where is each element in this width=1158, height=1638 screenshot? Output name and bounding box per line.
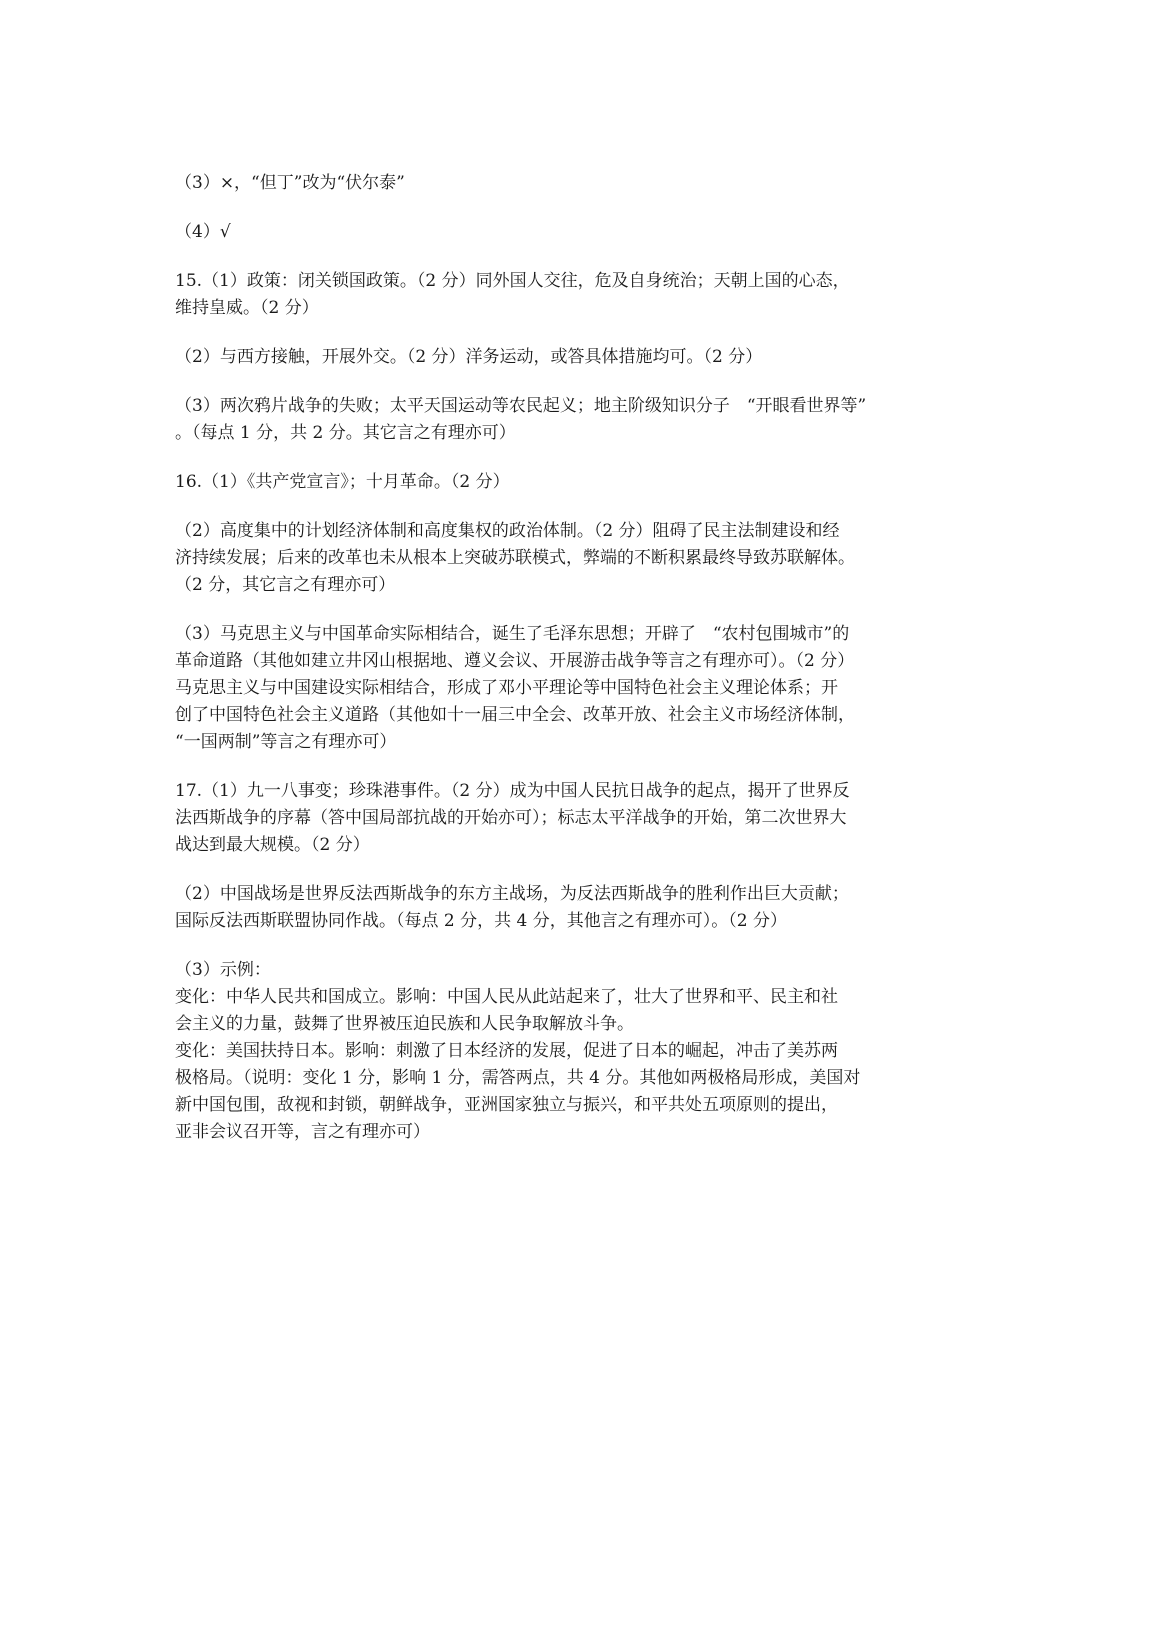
text-line: （3）马克思主义与中国革命实际相结合，诞生了毛泽东思想；开辟了 “农村包围城市”的 <box>175 624 850 644</box>
text-line: 会主义的力量，鼓舞了世界被压迫民族和人民争取解放斗争。 <box>175 1014 634 1034</box>
text-line: 国际反法西斯联盟协同作战。（每点 2 分，共 4 分，其他言之有理亦可）。（2 分） <box>175 911 787 931</box>
text-line: 战达到最大规模。（2 分） <box>175 835 370 855</box>
text-line: （4）√ <box>175 222 231 242</box>
text-line: 17.（1）九一八事变；珍珠港事件。（2 分）成为中国人民抗日战争的起点，揭开了世界反 <box>175 781 850 801</box>
text-line: （3）×，“但丁”改为“伏尔泰” <box>175 173 405 193</box>
answer-14-4 <box>175 219 1005 246</box>
answer-16-2 <box>175 518 1005 599</box>
text-line: 变化：美国扶持日本。影响：刺激了日本经济的发展，促进了日本的崛起，冲击了美苏两 <box>175 1041 838 1061</box>
text-line: 极格局。（说明：变化 1 分，影响 1 分，需答两点，共 4 分。其他如两极格局形成，美国对 <box>175 1068 861 1088</box>
text-line: 16.（1）《共产党宣言》；十月革命。（2 分） <box>175 472 510 492</box>
text-line: 法西斯战争的序幕（答中国局部抗战的开始亦可）；标志太平洋战争的开始，第二次世界大 <box>175 808 847 828</box>
answer-15-1 <box>175 268 1005 322</box>
text-line: 创了中国特色社会主义道路（其他如十一届三中全会、改革开放、社会主义市场经济体制， <box>175 705 855 725</box>
answer-content <box>175 170 1005 1168</box>
answer-15-3 <box>175 393 1005 447</box>
text-line: 变化：中华人民共和国成立。影响：中国人民从此站起来了，壮大了世界和平、民主和社 <box>175 987 838 1007</box>
text-line: “一国两制”等言之有理亦可） <box>175 732 397 752</box>
answer-15-2 <box>175 344 1005 371</box>
text-line: 亚非会议召开等，言之有理亦可） <box>175 1122 430 1142</box>
text-line: （2）中国战场是世界反法西斯战争的东方主战场，为反法西斯战争的胜利作出巨大贡献； <box>175 884 849 904</box>
text-line: （2）高度集中的计划经济体制和高度集权的政治体制。（2 分）阻碍了民主法制建设和经 <box>175 521 840 541</box>
text-line: （2）与西方接触，开展外交。（2 分）洋务运动，或答具体措施均可。（2 分） <box>175 347 763 367</box>
text-line: 马克思主义与中国建设实际相结合，形成了邓小平理论等中国特色社会主义理论体系；开 <box>175 678 838 698</box>
answer-17-2 <box>175 881 1005 935</box>
answer-16-1 <box>175 469 1005 496</box>
text-line: （2 分，其它言之有理亦可） <box>175 575 396 595</box>
text-line: （3）示例： <box>175 960 271 980</box>
text-line: 革命道路（其他如建立井冈山根据地、遵义会议、开展游击战争等言之有理亦可）。（2 分） <box>175 651 855 671</box>
answer-14-3 <box>175 170 1005 197</box>
text-line: 15.（1）政策：闭关锁国政策。（2 分）同外国人交往，危及自身统治；天朝上国的心态， <box>175 271 850 291</box>
answer-16-3 <box>175 621 1005 756</box>
text-line: 。（每点 1 分，共 2 分。其它言之有理亦可） <box>175 423 516 443</box>
text-line: （3）两次鸦片战争的失败；太平天国运动等农民起义；地主阶级知识分子 “开眼看世界等” <box>175 396 867 416</box>
answer-17-1 <box>175 778 1005 859</box>
text-line: 维持皇威。（2 分） <box>175 298 319 318</box>
text-line: 新中国包围，敌视和封锁，朝鲜战争，亚洲国家独立与振兴，和平共处五项原则的提出， <box>175 1095 838 1115</box>
text-line: 济持续发展；后来的改革也未从根本上突破苏联模式，弊端的不断积累最终导致苏联解体。 <box>175 548 855 568</box>
answer-17-3 <box>175 957 1005 1146</box>
